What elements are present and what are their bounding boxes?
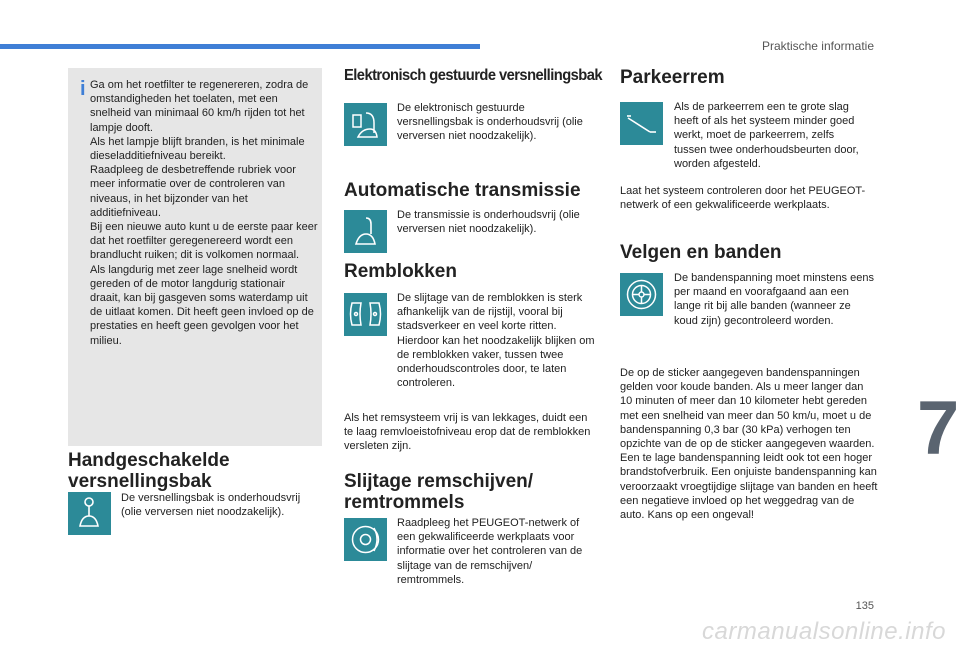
parking-brake-heading: Parkeerrem (620, 67, 725, 88)
info-text: Ga om het roetfilter te regenereren, zodra de omstandigheden het toelaten, met een snelheid van minimaal 60 km/h rijden tot het lampje dooft. Als het lampje blijft branden, is het minimale dieseladditiefniveau bereikt. Raadpleeg de desbetreffende rubriek voor meer informatie over de controleren van niveaus, in het bijzonder van het additiefniveau. Bij een nieuwe auto kunt u de eerste paar keer dat het roetfilter geregenereerd wordt een brandlucht ruiken; dit is volkomen normaal. Als langdurig met zeer lage snelheid wordt gereden of de motor langdurig stationair draait, kan bij gasgeven soms waterdamp uit de uitlaat komen. Dit heeft geen invloed op de prestaties en heeft geen gevolgen voor het milieu. (90, 79, 318, 347)
parking-brake-note: Laat het systeem controleren door het PEUGEOT-netwerk of een gekwalificeerde werkplaats. (620, 185, 866, 212)
brake-disc-icon (344, 518, 387, 561)
wheel-icon (620, 273, 663, 316)
electronic-gearbox-heading: Elektronisch gestuurde versnellingsbak (344, 67, 602, 84)
header-accent-bar (0, 44, 480, 49)
chapter-tab (912, 386, 960, 475)
info-box (68, 68, 322, 446)
automatic-text: De transmissie is onderhoudsvrij (olie verversen niet noodzakelijk). (397, 209, 580, 236)
parking-brake-icon (620, 102, 663, 145)
info-icon: i (80, 78, 86, 100)
chapter-number: 7 (917, 386, 960, 471)
wheels-heading: Velgen en banden (620, 242, 782, 263)
manual-gearbox-heading: Handgeschakelde versnellingsbak (68, 450, 230, 492)
brake-pads-text: De slijtage van de remblokken is sterk afhankelijk van de rijstijl, vooral bij stadsverkeer en veel korte ritten. Hierdoor kan het noodzakelijk blijken om de remblokken vaker, tussen twee onderhoudscontroles door, te laten controleren. (397, 292, 595, 390)
section-title: Praktische informatie (761, 39, 874, 53)
brake-pads-heading: Remblokken (344, 261, 457, 282)
automatic-gearbox-icon (344, 210, 387, 253)
wheels-text: De bandenspanning moet minstens eens per maand en voorafgaand aan een lange rit bij alle banden (wanneer ze koud zijn) gecontroleerd worden. (674, 272, 874, 327)
manual-gearbox-text: De versnellingsbak is onderhoudsvrij (olie verversen niet noodzakelijk). (121, 492, 301, 519)
parking-brake-text: Als de parkeerrem een te grote slag heeft of als het systeem minder goed werkt, moet de parkeerrem, zelfs tussen twee onderhoudsbeurten door, worden afgesteld. (674, 101, 859, 170)
discs-heading: Slijtage remschijven/ remtrommels (344, 471, 534, 513)
wheels-note: De op de sticker aangegeven bandenspanningen gelden voor koude banden. Als u meer langer dan 10 minuten of meer dan 10 kilometer hebt gereden met een snelheid van meer dan 50 km/u, moet u de bandenspanning 0,3 bar (30 kPa) verhogen ten opzichte van de op de sticker aangegeven waarden. Een te lage bandenspanning leidt ook tot een hoger brandstofverbruik. Een onjuiste bandenspanning kan veroorzaakt vroegtijdige slijtage van banden en heeft een negatieve invloed op het weggedrag van de auto. Kans op een ongeval! (620, 367, 878, 522)
watermark: carmanualsonline.info (702, 618, 946, 645)
electronic-gearbox-text: De elektronisch gestuurde versnellingsbak is onderhoudsvrij (olie verversen niet noodzakelijk). (397, 102, 583, 143)
electronic-gearbox-icon (344, 103, 387, 146)
brake-pads-icon (344, 293, 387, 336)
page-number: 135 (855, 600, 874, 612)
manual-gearbox-icon (68, 492, 111, 535)
brake-pads-note: Als het remsysteem vrij is van lekkages, duidt een te laag remvloeistofniveau erop dat de remblokken versleten zijn. (344, 412, 591, 453)
discs-text: Raadpleeg het PEUGEOT-netwerk of een gekwalificeerde werkplaats voor informatie over het controleren van de slijtage van de remschijven/ remtrommels. (397, 517, 583, 586)
automatic-heading: Automatische transmissie (344, 180, 581, 201)
